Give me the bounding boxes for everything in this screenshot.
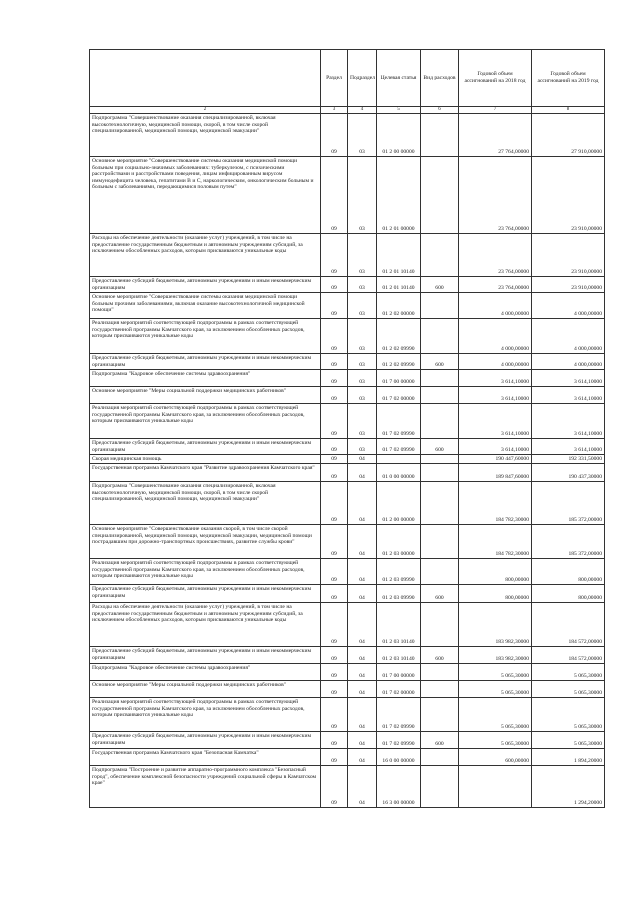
row-amount-2019: 5 065,30000 xyxy=(532,664,605,681)
row-amount-2019: 1 294,20000 xyxy=(532,766,605,808)
row-podrazdel: 03 xyxy=(348,277,377,293)
row-name: Реализация мероприятий соответствующей подпрограммы в рамках соответствующей государственной программы Камчатского края, за исключением обособленных расходов, которым присваиваются уникальные коды xyxy=(90,319,321,354)
row-amount-2018 xyxy=(459,766,532,808)
row-razdel: 09 xyxy=(321,464,348,482)
row-amount-2018: 3 614,10000 xyxy=(459,387,532,404)
row-amount-2018: 5 065,30000 xyxy=(459,732,532,749)
row-amount-2019: 5 065,30000 xyxy=(532,698,605,732)
row-amount-2018: 800,00000 xyxy=(459,559,532,585)
table-row xyxy=(90,749,605,766)
row-name: Основное мероприятие "Совершенствование системы оказания медицинской помощи больным при социально-значимых заболеваниях: туберкулезом, с психическими расстройствами и расстройствами поведения, лицам инфицированным вирусом иммунодефицита человека, гепатитами В и С, наркологическим, онкологическим больным и больным с заболеваниями, передающимися половым путем" xyxy=(90,157,321,234)
row-expense-type xyxy=(421,698,459,732)
row-expense-type xyxy=(421,749,459,766)
row-expense-type xyxy=(421,319,459,354)
row-amount-2018: 27 764,00000 xyxy=(459,114,532,157)
row-expense-type xyxy=(421,370,459,387)
row-amount-2019: 800,00000 xyxy=(532,585,605,603)
row-expense-type xyxy=(421,234,459,277)
row-podrazdel: 03 xyxy=(348,114,377,157)
table-row xyxy=(90,234,605,277)
col-num: 6 xyxy=(421,107,459,114)
row-razdel: 09 xyxy=(321,293,348,319)
row-target-article: 01 7 02 00000 xyxy=(377,387,421,404)
table-row xyxy=(90,464,605,482)
table-row xyxy=(90,482,605,525)
table-row xyxy=(90,439,605,455)
row-podrazdel: 04 xyxy=(348,681,377,698)
row-podrazdel: 04 xyxy=(348,749,377,766)
row-podrazdel: 04 xyxy=(348,766,377,808)
row-amount-2018: 4 000,00000 xyxy=(459,354,532,370)
row-name: Предоставление субсидий бюджетным, автономным учреждениям и иным некоммерческим организациям xyxy=(90,732,321,749)
header-2018: Годовой объем ассигнований на 2018 год xyxy=(459,50,532,107)
row-podrazdel: 04 xyxy=(348,732,377,749)
row-razdel: 09 xyxy=(321,319,348,354)
row-podrazdel: 03 xyxy=(348,354,377,370)
header-expense-type: Вид расходов xyxy=(421,50,459,107)
row-amount-2019: 800,00000 xyxy=(532,559,605,585)
row-expense-type xyxy=(421,157,459,234)
row-expense-type xyxy=(421,114,459,157)
row-amount-2019: 27 910,00000 xyxy=(532,114,605,157)
row-razdel: 09 xyxy=(321,585,348,603)
row-name: Подпрограмма "Кадровое обеспечение системы здравоохранения" xyxy=(90,370,321,387)
row-target-article: 01 2 01 10140 xyxy=(377,234,421,277)
row-expense-type xyxy=(421,455,459,464)
row-expense-type xyxy=(421,464,459,482)
row-amount-2018: 23 764,00000 xyxy=(459,234,532,277)
row-target-article: 01 2 03 09990 xyxy=(377,585,421,603)
row-amount-2019: 4 000,00000 xyxy=(532,354,605,370)
row-target-article: 01 7 02 09990 xyxy=(377,698,421,732)
row-name: Реализация мероприятий соответствующей подпрограммы в рамках соответствующей государственной программы Камчатского края, за исключением обособленных расходов, которым присваиваются уникальные коды xyxy=(90,559,321,585)
row-amount-2018: 184 782,30000 xyxy=(459,482,532,525)
table-row xyxy=(90,157,605,234)
row-amount-2019: 5 065,30000 xyxy=(532,732,605,749)
row-podrazdel: 03 xyxy=(348,439,377,455)
row-razdel: 09 xyxy=(321,404,348,439)
row-razdel: 09 xyxy=(321,664,348,681)
row-razdel: 09 xyxy=(321,749,348,766)
row-amount-2019: 184 572,00000 xyxy=(532,647,605,664)
header-razdel: Раздел xyxy=(321,50,348,107)
row-expense-type xyxy=(421,482,459,525)
row-target-article xyxy=(377,455,421,464)
row-podrazdel: 03 xyxy=(348,370,377,387)
row-target-article: 16 0 00 00000 xyxy=(377,749,421,766)
row-name: Предоставление субсидий бюджетным, автономным учреждениям и иным некоммерческим организациям xyxy=(90,647,321,664)
row-podrazdel: 04 xyxy=(348,525,377,559)
row-amount-2019: 185 372,00000 xyxy=(532,482,605,525)
row-razdel: 09 xyxy=(321,681,348,698)
row-expense-type xyxy=(421,664,459,681)
row-target-article: 01 7 02 09990 xyxy=(377,404,421,439)
row-name: Основное мероприятие "Совершенствование системы оказания медицинской помощи больным прочими заболеваниями, включая оказание высокотехнологичной медицинской помощи" xyxy=(90,293,321,319)
row-target-article: 01 2 03 09990 xyxy=(377,559,421,585)
row-amount-2018: 4 000,00000 xyxy=(459,293,532,319)
row-amount-2019: 185 372,00000 xyxy=(532,525,605,559)
table-row xyxy=(90,766,605,808)
table-row xyxy=(90,698,605,732)
row-amount-2019: 3 614,10000 xyxy=(532,387,605,404)
row-expense-type xyxy=(421,525,459,559)
row-razdel: 09 xyxy=(321,354,348,370)
row-name: Предоставление субсидий бюджетным, автономным учреждениям и иным некоммерческим организациям xyxy=(90,439,321,455)
row-expense-type: 600 xyxy=(421,585,459,603)
row-target-article: 01 7 02 09990 xyxy=(377,732,421,749)
row-target-article: 01 2 02 09990 xyxy=(377,354,421,370)
row-amount-2019: 184 572,00000 xyxy=(532,603,605,647)
row-razdel: 09 xyxy=(321,603,348,647)
row-target-article: 01 7 00 00000 xyxy=(377,664,421,681)
table-row xyxy=(90,525,605,559)
row-amount-2019: 192 331,50000 xyxy=(532,455,605,464)
row-expense-type xyxy=(421,603,459,647)
row-target-article: 16 3 00 00000 xyxy=(377,766,421,808)
row-name: Скорая медицинская помощь xyxy=(90,455,321,464)
col-num: 7 xyxy=(459,107,532,114)
row-name: Основное мероприятие "Меры социальной поддержки медицинских работников" xyxy=(90,387,321,404)
col-num: 5 xyxy=(377,107,421,114)
row-expense-type xyxy=(421,387,459,404)
row-amount-2019: 3 614,10000 xyxy=(532,370,605,387)
row-razdel: 09 xyxy=(321,114,348,157)
row-podrazdel: 04 xyxy=(348,455,377,464)
row-razdel: 09 xyxy=(321,482,348,525)
row-podrazdel: 03 xyxy=(348,319,377,354)
row-name: Государственная программа Камчатского края "Развитие здравоохранения Камчатского края" xyxy=(90,464,321,482)
row-razdel: 09 xyxy=(321,234,348,277)
row-razdel: 09 xyxy=(321,455,348,464)
row-podrazdel: 04 xyxy=(348,698,377,732)
row-podrazdel: 04 xyxy=(348,559,377,585)
row-expense-type xyxy=(421,404,459,439)
row-amount-2018: 184 782,30000 xyxy=(459,525,532,559)
row-amount-2018: 3 614,10000 xyxy=(459,404,532,439)
row-amount-2019: 3 614,10000 xyxy=(532,404,605,439)
row-amount-2018: 183 982,30000 xyxy=(459,603,532,647)
row-podrazdel: 04 xyxy=(348,585,377,603)
row-expense-type: 600 xyxy=(421,732,459,749)
row-amount-2018: 183 982,30000 xyxy=(459,647,532,664)
row-name: Основное мероприятие "Совершенствование оказания скорой, в том числе скорой специализированной, медицинской помощи, медицинской эвакуации, медицинской помощи пострадавшим при дорожно-транспортных происшествиях, развитие службы крови" xyxy=(90,525,321,559)
header-target-article: Целевая статья xyxy=(377,50,421,107)
row-amount-2019: 1 894,20000 xyxy=(532,749,605,766)
col-num: 3 xyxy=(321,107,348,114)
row-podrazdel: 04 xyxy=(348,603,377,647)
row-name: Реализация мероприятий соответствующей подпрограммы в рамках соответствующей государственной программы Камчатского края, за исключением обособленных расходов, которым присваиваются уникальные коды xyxy=(90,698,321,732)
row-target-article: 01 2 01 10140 xyxy=(377,277,421,293)
row-amount-2019: 23 910,00000 xyxy=(532,157,605,234)
row-amount-2019: 23 910,00000 xyxy=(532,277,605,293)
col-num: 8 xyxy=(532,107,605,114)
row-target-article: 01 2 03 10140 xyxy=(377,603,421,647)
table-row xyxy=(90,732,605,749)
col-num: 2 xyxy=(90,107,321,114)
table-row xyxy=(90,319,605,354)
row-name: Расходы на обеспечение деятельности (оказание услуг) учреждений, в том числе на предоставление государственным бюджетным и автономным учреждениям субсидий, за исключением обособленных расходов, которым присваиваются уникальные коды xyxy=(90,234,321,277)
row-razdel: 09 xyxy=(321,732,348,749)
row-expense-type xyxy=(421,559,459,585)
table-row xyxy=(90,681,605,698)
row-name: Основное мероприятие "Меры социальной поддержки медицинских работников" xyxy=(90,681,321,698)
row-podrazdel: 04 xyxy=(348,647,377,664)
row-expense-type: 600 xyxy=(421,277,459,293)
row-target-article: 01 7 00 00000 xyxy=(377,370,421,387)
row-amount-2018: 5 065,30000 xyxy=(459,698,532,732)
table-row xyxy=(90,293,605,319)
row-podrazdel: 04 xyxy=(348,464,377,482)
row-expense-type xyxy=(421,681,459,698)
row-name: Подпрограмма "Совершенствование оказания специализированной, включая высокотехнологичную, медицинской помощи, скорой, в том числе скорой специализированной, медицинской помощи, медицинской эвакуации" xyxy=(90,482,321,525)
table-row xyxy=(90,277,605,293)
row-expense-type xyxy=(421,293,459,319)
table-row xyxy=(90,387,605,404)
row-podrazdel: 04 xyxy=(348,482,377,525)
row-razdel: 09 xyxy=(321,647,348,664)
row-amount-2018: 600,00000 xyxy=(459,749,532,766)
col-num: 4 xyxy=(348,107,377,114)
row-amount-2019: 3 614,10000 xyxy=(532,439,605,455)
row-expense-type: 600 xyxy=(421,439,459,455)
table-row xyxy=(90,647,605,664)
row-name: Предоставление субсидий бюджетным, автономным учреждениям и иным некоммерческим организациям xyxy=(90,585,321,603)
row-name: Расходы на обеспечение деятельности (оказание услуг) учреждений, в том числе на предоставление государственным бюджетным и автономным учреждениям субсидий, за исключением обособленных расходов, которым присваиваются уникальные коды xyxy=(90,603,321,647)
row-podrazdel: 03 xyxy=(348,157,377,234)
row-razdel: 09 xyxy=(321,766,348,808)
table-row xyxy=(90,455,605,464)
row-expense-type xyxy=(421,766,459,808)
row-target-article: 01 2 00 00000 xyxy=(377,482,421,525)
row-target-article: 01 2 03 10140 xyxy=(377,647,421,664)
row-name: Подпрограмма "Построение и развитие аппаратно-программного комплекса "Безопасный город", обеспечение комплексной безопасности учреждений социальной сферы в Камчатском крае" xyxy=(90,766,321,808)
row-name: Предоставление субсидий бюджетным, автономным учреждениям и иным некоммерческим организациям xyxy=(90,277,321,293)
row-target-article: 01 7 02 00000 xyxy=(377,681,421,698)
table-row xyxy=(90,664,605,681)
row-podrazdel: 04 xyxy=(348,664,377,681)
row-amount-2019: 5 065,30000 xyxy=(532,681,605,698)
table-row xyxy=(90,114,605,157)
row-target-article: 01 2 00 00000 xyxy=(377,114,421,157)
row-razdel: 09 xyxy=(321,559,348,585)
table-row xyxy=(90,404,605,439)
table-row xyxy=(90,603,605,647)
budget-table xyxy=(89,49,605,808)
table-row xyxy=(90,370,605,387)
row-razdel: 09 xyxy=(321,277,348,293)
row-name: Предоставление субсидий бюджетным, автономным учреждениям и иным некоммерческим организациям xyxy=(90,354,321,370)
row-amount-2018: 3 614,10000 xyxy=(459,439,532,455)
table-row xyxy=(90,559,605,585)
row-amount-2018: 190 447,60000 xyxy=(459,455,532,464)
row-amount-2018: 23 764,00000 xyxy=(459,157,532,234)
column-number-row xyxy=(90,107,605,114)
header-row xyxy=(90,50,605,107)
row-razdel: 09 xyxy=(321,387,348,404)
row-amount-2018: 5 065,30000 xyxy=(459,664,532,681)
row-podrazdel: 03 xyxy=(348,293,377,319)
row-target-article: 01 7 02 09990 xyxy=(377,439,421,455)
row-amount-2018: 4 000,00000 xyxy=(459,319,532,354)
row-razdel: 09 xyxy=(321,698,348,732)
row-amount-2019: 4 000,00000 xyxy=(532,293,605,319)
row-target-article: 01 2 03 00000 xyxy=(377,525,421,559)
table-row xyxy=(90,585,605,603)
row-amount-2018: 3 614,10000 xyxy=(459,370,532,387)
row-amount-2018: 5 065,30000 xyxy=(459,681,532,698)
row-target-article: 01 2 02 09990 xyxy=(377,319,421,354)
row-target-article: 01 2 02 00000 xyxy=(377,293,421,319)
row-podrazdel: 03 xyxy=(348,404,377,439)
row-razdel: 09 xyxy=(321,525,348,559)
row-amount-2018: 800,00000 xyxy=(459,585,532,603)
row-amount-2018: 189 847,60000 xyxy=(459,464,532,482)
row-razdel: 09 xyxy=(321,157,348,234)
row-razdel: 09 xyxy=(321,370,348,387)
row-name: Подпрограмма "Совершенствование оказания специализированной, включая высокотехнологичную, медицинской помощи, скорой, в том числе скорой специализированной, медицинской помощи, медицинской эвакуации" xyxy=(90,114,321,157)
row-amount-2019: 190 437,30000 xyxy=(532,464,605,482)
row-name: Подпрограмма "Кадровое обеспечение системы здравоохранения" xyxy=(90,664,321,681)
row-target-article: 01 2 01 00000 xyxy=(377,157,421,234)
row-name: Реализация мероприятий соответствующей подпрограммы в рамках соответствующей государственной программы Камчатского края, за исключением обособленных расходов, которым присваиваются уникальные коды xyxy=(90,404,321,439)
row-amount-2019: 4 000,00000 xyxy=(532,319,605,354)
row-razdel: 09 xyxy=(321,439,348,455)
row-expense-type: 600 xyxy=(421,647,459,664)
header-2019: Годовой объем ассигнований на 2019 год xyxy=(532,50,605,107)
row-amount-2018: 23 764,00000 xyxy=(459,277,532,293)
row-podrazdel: 03 xyxy=(348,234,377,277)
header-podrazdel: Подраздел xyxy=(348,50,377,107)
table-row xyxy=(90,354,605,370)
row-podrazdel: 03 xyxy=(348,387,377,404)
header-name xyxy=(90,50,321,107)
row-name: Государственная программа Камчатского края "Безопасная Камчатка" xyxy=(90,749,321,766)
row-target-article: 01 0 00 00000 xyxy=(377,464,421,482)
row-amount-2019: 23 910,00000 xyxy=(532,234,605,277)
row-expense-type: 600 xyxy=(421,354,459,370)
